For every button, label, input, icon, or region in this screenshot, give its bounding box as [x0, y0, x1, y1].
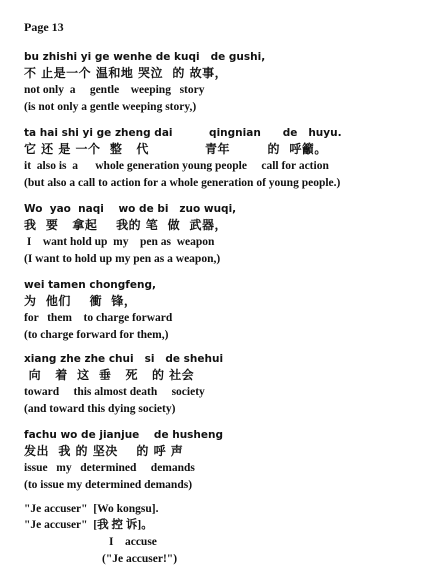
gloss-line: for them to charge forward [24, 312, 173, 324]
closing-chinese-line: "Je accuser" [我 控 诉]。 [24, 519, 153, 531]
translation-line: (and toward this dying society) [24, 403, 176, 415]
gloss-line: toward this almost death society [24, 386, 205, 398]
translation-line: (is not only a gentle weeping story,) [24, 101, 197, 113]
page-number: Page 13 [24, 20, 64, 34]
translation-line: (to charge forward for them,) [24, 329, 169, 341]
pinyin-line: ta hai shi yi ge zheng dai qingnian de huyu. [24, 127, 342, 139]
gloss-line: issue my determined demands [24, 462, 195, 474]
translation-line: (I want to hold up my pen as a weapon,) [24, 253, 221, 265]
gloss-line: it also is a whole generation young people call for action [24, 160, 329, 172]
pinyin-line: wei tamen chongfeng, [24, 279, 156, 291]
pinyin-line: Wo yao naqi wo de bi zuo wuqi, [24, 203, 237, 215]
closing-translation-line: ("Je accuser!") [102, 553, 178, 565]
closing-gloss-line: I accuse [109, 536, 157, 548]
chinese-line: 它 还 是 一个 整 代 青年 的 呼籲。 [24, 142, 327, 156]
pinyin-line: xiang zhe zhe chui si de shehui [24, 353, 224, 365]
translation-line: (but also a call to action for a whole generation of young people.) [24, 177, 341, 189]
pinyin-line: bu zhishi yi ge wenhe de kuqi de gushi, [24, 51, 266, 63]
chinese-line: 不 止是一个 温和地 哭泣 的 故事， [24, 66, 228, 80]
closing-pinyin-line: "Je accuser" [Wo kongsu]. [24, 503, 159, 515]
gloss-line: not only a gentle weeping story [24, 84, 205, 96]
translation-line: (to issue my determined demands) [24, 479, 193, 491]
pinyin-line: fachu wo de jianjue de husheng [24, 429, 224, 441]
chinese-line: 发出 我 的 坚决 的 呼 声 [24, 444, 184, 458]
chinese-line: 为 他们 衝 锋， [24, 294, 137, 308]
chinese-line: 向 着 这 垂 死 的 社会 [24, 368, 195, 382]
chinese-line: 我 要 拿起 我的 笔 做 武器， [24, 218, 227, 232]
gloss-line: I want hold up my pen as weapon [24, 236, 215, 248]
